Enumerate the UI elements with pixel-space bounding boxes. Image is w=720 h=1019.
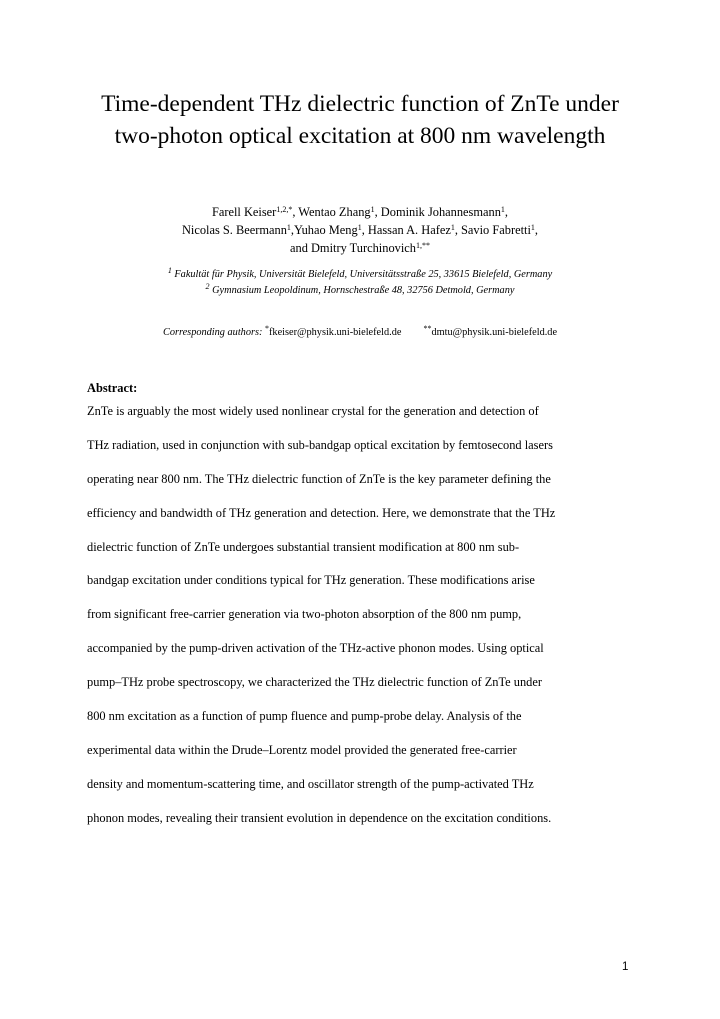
author-affiliation-mark: 1 xyxy=(450,223,455,232)
author-line: Farell Keiser$^{1,2,*}$, Wentao Zhang$^1$, Dominik Johannesmann$^1$, xyxy=(211,205,509,219)
abstract-line: efficiency and bandwidth of THz generation and detection. Here, we demonstrate that the THz xyxy=(87,505,556,520)
author-affiliation-mark: 1 xyxy=(370,205,375,214)
corresponding-email-link[interactable]: dmtu@physik.uni-bielefeld.de xyxy=(431,327,558,338)
author-affiliation-mark: 1,** xyxy=(415,241,430,250)
author-affiliation-mark: 1,2,* xyxy=(276,205,293,214)
title-line: Time-dependent THz dielectric function of ZnTe under xyxy=(101,91,619,117)
affiliation-mark: 1 xyxy=(167,266,172,275)
corresponding-label: Corresponding authors: xyxy=(162,327,263,338)
author-name: Dominik Johannesmann xyxy=(380,205,501,219)
author-name: Yuhao Meng xyxy=(294,223,358,237)
author-affiliation-mark: 1 xyxy=(357,223,362,232)
author-affiliation-mark: 1 xyxy=(286,223,291,232)
page-number: 1 xyxy=(622,961,629,973)
abstract-line: accompanied by the pump-driven activation of the THz-active phonon modes. Using optical xyxy=(87,641,544,656)
corresponding-email-link[interactable]: fkeiser@physik.uni-bielefeld.de xyxy=(269,327,402,338)
title-line: two-photon optical excitation at 800 nm wavelength xyxy=(114,123,606,149)
corresponding-authors: Corresponding authors: *fkeiser@physik.uni-bielefeld.de **dmtu@physik.uni-bielefeld.de xyxy=(162,324,558,338)
abstract-line: pump–THz probe spectroscopy, we characterized the THz dielectric function of ZnTe under xyxy=(87,675,542,690)
abstract-line: phonon modes, revealing their transient evolution in dependence on the excitation conditions. xyxy=(87,810,552,825)
abstract-heading: Abstract: xyxy=(87,381,138,395)
author-affiliation-mark: 1 xyxy=(530,223,535,232)
author-name: Nicolas S. Beermann xyxy=(181,223,287,237)
author-name: Wentao Zhang xyxy=(298,205,371,219)
abstract-line: ZnTe is arguably the most widely used nonlinear crystal for the generation and detection of xyxy=(87,404,539,418)
abstract-line: dielectric function of ZnTe undergoes substantial transient modification at 800 nm sub- xyxy=(87,539,520,554)
author-name: Hassan A. Hafez xyxy=(367,223,451,237)
author-affiliation-mark: 1 xyxy=(500,205,505,214)
author-name: Farell Keiser xyxy=(211,205,277,219)
author-list xyxy=(60,203,660,257)
paper-title xyxy=(60,88,660,152)
author-name: and Dmitry Turchinovich xyxy=(290,241,416,255)
abstract-line: 800 nm excitation as a function of pump fluence and pump-probe delay. Analysis of the xyxy=(87,709,522,724)
abstract-body xyxy=(87,404,647,845)
abstract-line: experimental data within the Drude–Lorentz model provided the generated free-carrier xyxy=(87,742,517,757)
abstract-line: operating near 800 nm. The THz dielectric function of ZnTe is the key parameter defining the xyxy=(87,471,551,486)
abstract-line: THz radiation, used in conjunction with sub-bandgap optical excitation by femtosecond lasers xyxy=(87,437,553,452)
affiliation: $^2$ Gymnasium Leopoldinum, Hornschestraße 48, 32756 Detmold, Germany xyxy=(205,282,515,296)
author-line xyxy=(60,239,660,257)
author-line: Nicolas S. Beermann$^1$,Yuhao Meng$^1$, Hassan A. Hafez$^1$, Savio Fabretti$^1$, xyxy=(181,223,539,237)
affiliation: $^1$ Fakultät für Physik, Universität Bielefeld, Universitätsstraße 25, 33615 Bielefeld, Germany xyxy=(167,266,553,280)
abstract-line: bandgap excitation under conditions typical for THz generation. These modifications arise xyxy=(87,573,535,588)
affiliation-list xyxy=(60,267,660,299)
abstract-line: density and momentum-scattering time, and oscillator strength of the pump-activated THz xyxy=(87,776,534,791)
abstract-line: from significant free-carrier generation via two-photon absorption of the 800 nm pump, xyxy=(87,607,522,622)
affiliation-mark: 2 xyxy=(205,282,210,291)
author-name: Savio Fabretti xyxy=(461,223,531,237)
